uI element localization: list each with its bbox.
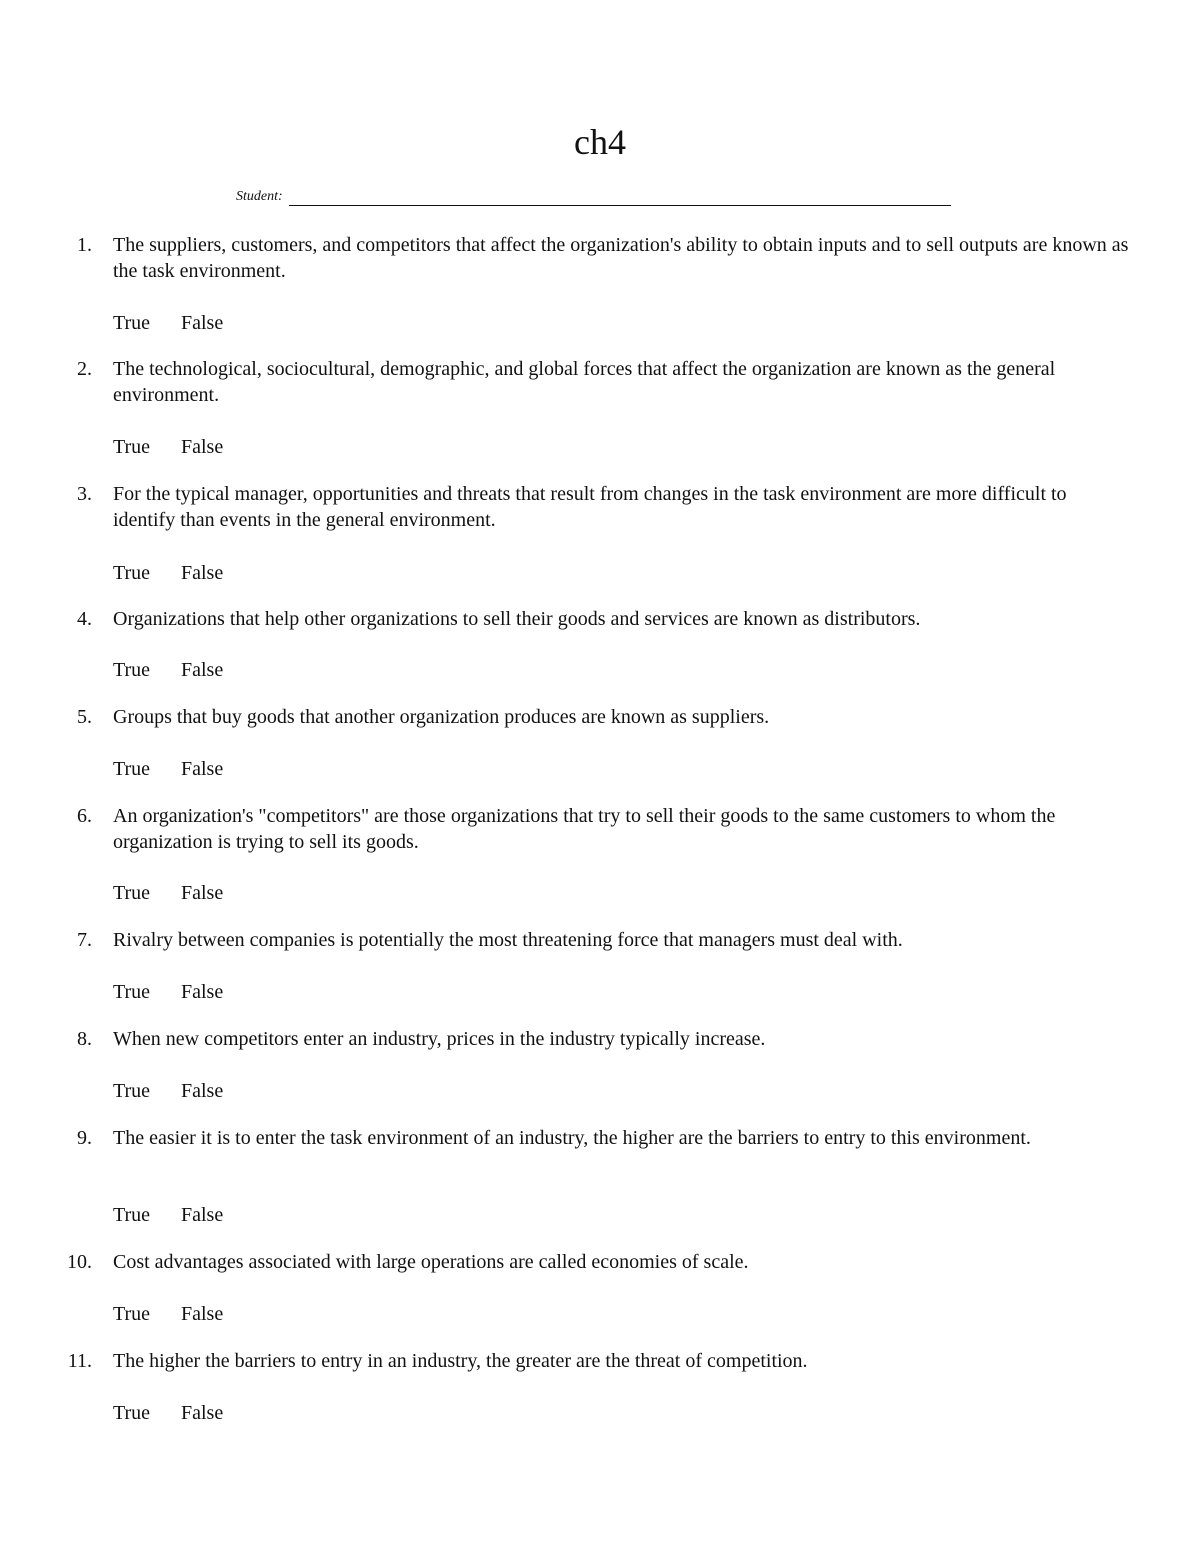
question-number: 11.	[67, 1350, 92, 1372]
question-number: 1.	[77, 234, 92, 256]
question-text: Groups that buy goods that another organization produces are known as suppliers.	[113, 706, 770, 728]
option-true: True	[113, 882, 151, 904]
question-number: 2.	[77, 358, 92, 380]
answer-options	[113, 657, 223, 683]
student-name-row	[236, 188, 951, 206]
question-number: 3.	[77, 483, 92, 505]
student-name-line	[289, 191, 951, 206]
question-number: 9.	[77, 1127, 92, 1149]
answer-options	[113, 1202, 223, 1228]
option-false: False	[181, 1402, 224, 1424]
option-false: False	[181, 436, 224, 458]
question-number: 7.	[77, 929, 92, 951]
question-text: Cost advantages associated with large operations are called economies of scale.	[113, 1251, 749, 1273]
option-false: False	[181, 758, 224, 780]
option-false: False	[181, 659, 224, 681]
option-false: False	[181, 1080, 224, 1102]
option-true: True	[113, 562, 151, 584]
answer-options	[113, 979, 223, 1005]
answer-options	[113, 880, 223, 906]
question-number: 10.	[67, 1251, 92, 1273]
student-label: Student:	[236, 189, 283, 204]
answer-options	[113, 756, 223, 782]
answer-options	[113, 1400, 223, 1426]
option-true: True	[113, 1303, 151, 1325]
option-true: True	[113, 1080, 151, 1102]
question-text: An organization's "competitors" are those organizations that try to sell their goods to the same customers to whom the organization is trying to sell its goods.	[113, 805, 1056, 853]
option-false: False	[181, 981, 224, 1003]
question-text: The easier it is to enter the task environment of an industry, the higher are the barriers to entry to this environment.	[113, 1127, 1031, 1149]
question-text: Rivalry between companies is potentially the most threatening force that managers must deal with.	[113, 929, 903, 951]
answer-options	[113, 560, 223, 586]
option-true: True	[113, 981, 151, 1003]
option-true: True	[113, 1402, 151, 1424]
question-text: When new competitors enter an industry, prices in the industry typically increase.	[113, 1028, 766, 1050]
question-text: The technological, sociocultural, demographic, and global forces that affect the organization are known as the general environment.	[113, 358, 1056, 406]
option-true: True	[113, 1204, 151, 1226]
answer-options	[113, 310, 223, 336]
question-text: For the typical manager, opportunities and threats that result from changes in the task environment are more difficult to identify than events in the general environment.	[113, 483, 1067, 531]
option-false: False	[181, 312, 224, 334]
question-number: 5.	[77, 706, 92, 728]
question-text: The suppliers, customers, and competitors that affect the organization's ability to obtain inputs and to sell outputs are known as the task environment.	[113, 234, 1129, 282]
option-true: True	[113, 312, 151, 334]
option-false: False	[181, 1204, 224, 1226]
question-number: 4.	[77, 608, 92, 630]
option-true: True	[113, 758, 151, 780]
answer-options	[113, 434, 223, 460]
document-title: ch4	[574, 122, 626, 162]
question-number: 6.	[77, 805, 92, 827]
option-false: False	[181, 1303, 224, 1325]
option-true: True	[113, 659, 151, 681]
option-false: False	[181, 882, 224, 904]
answer-options	[113, 1301, 223, 1327]
answer-options	[113, 1078, 223, 1104]
question-text: Organizations that help other organizations to sell their goods and services are known as distributors.	[113, 608, 921, 630]
question-text: The higher the barriers to entry in an industry, the greater are the threat of competition.	[113, 1350, 808, 1372]
option-false: False	[181, 562, 224, 584]
option-true: True	[113, 436, 151, 458]
question-number: 8.	[77, 1028, 92, 1050]
